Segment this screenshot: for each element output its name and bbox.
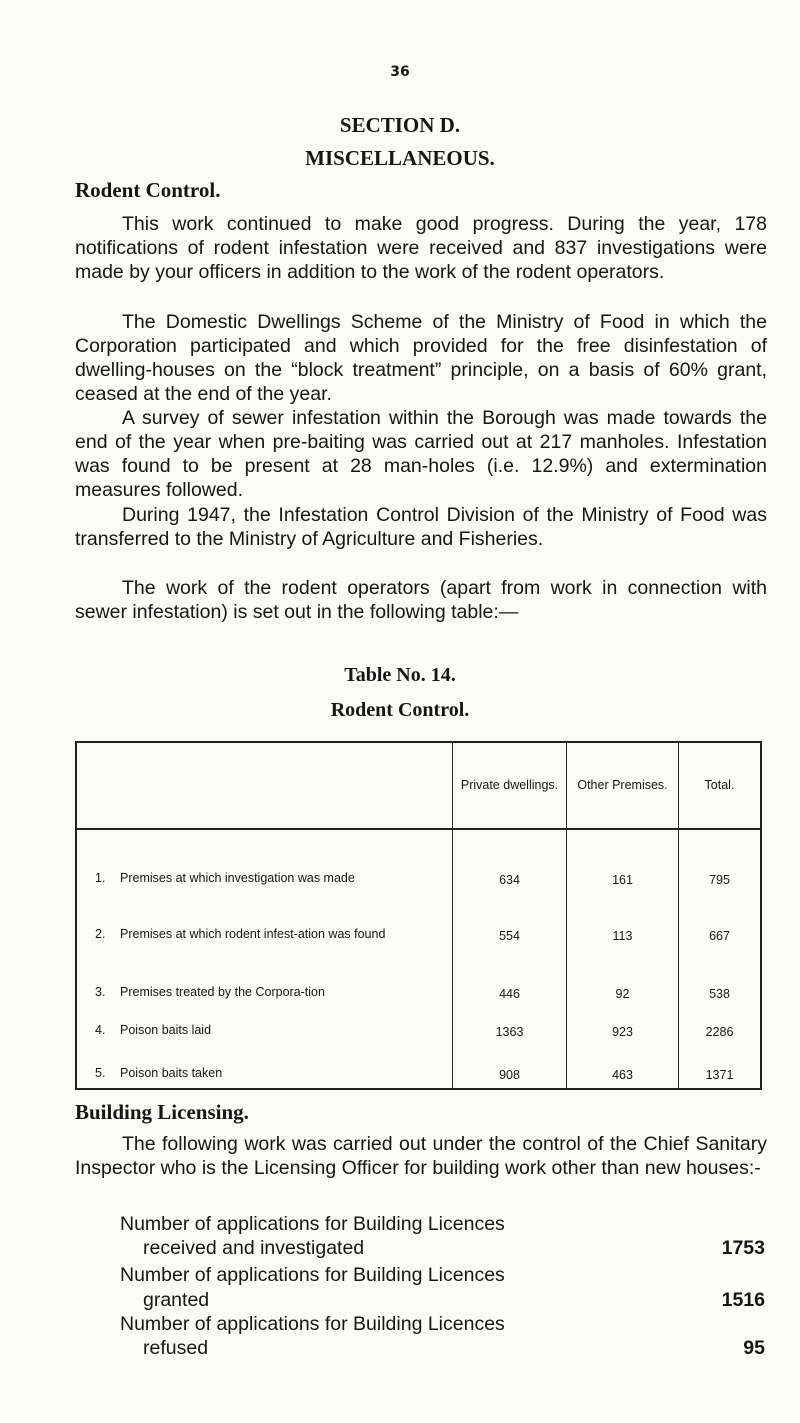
licence-item-2-line2: granted — [143, 1289, 210, 1311]
table-row — [76, 1045, 761, 1089]
header-private-dwellings: Private dwellings. — [453, 742, 567, 829]
cell-total: 538 — [679, 949, 762, 1007]
licence-item-1-value: 1753 — [721, 1237, 765, 1259]
building-licensing-intro: The following work was carried out under the control of the Chief Sanitary Inspector who is the Licensing Officer for building work other than new houses:- — [75, 1133, 767, 1179]
licence-item-3-value: 95 — [743, 1337, 765, 1359]
licence-item-2-value: 1516 — [721, 1289, 765, 1311]
row-label-text: Premises at which investigation was made — [120, 871, 355, 885]
rodent-paragraph-1: This work continued to make good progress. During the year, 178 notifications of rodent infestation were received and 837 investigations were made by your officers in addition to the work of the rodent operators. — [75, 213, 767, 283]
rodent-control-table — [75, 741, 762, 1090]
cell-total: 795 — [679, 829, 762, 893]
rodent-paragraph-5: The work of the rodent operators (apart from work in connection with sewer infestation) is set out in the following table:— — [75, 577, 767, 623]
table-header-row — [76, 742, 761, 829]
page-number: 36 — [390, 64, 410, 80]
licence-item-3-line2: refused — [143, 1337, 209, 1359]
cell-total: 1371 — [679, 1045, 762, 1089]
row-number: 4. — [95, 1023, 106, 1037]
cell-total: 2286 — [679, 1007, 762, 1045]
row-label-text: Poison baits taken — [120, 1066, 223, 1080]
cell-other: 463 — [567, 1045, 679, 1089]
cell-private: 1363 — [453, 1007, 567, 1045]
cell-private: 634 — [453, 829, 567, 893]
building-licensing-heading: Building Licensing. — [75, 1100, 249, 1124]
header-total: Total. — [679, 742, 762, 829]
cell-private: 908 — [453, 1045, 567, 1089]
cell-other: 923 — [567, 1007, 679, 1045]
cell-private: 554 — [453, 893, 567, 949]
licence-item-2-line1: Number of applications for Building Licences — [120, 1264, 505, 1286]
section-subtitle: MISCELLANEOUS. — [305, 146, 495, 170]
cell-other: 113 — [567, 893, 679, 949]
row-label — [76, 829, 453, 893]
rodent-control-heading: Rodent Control. — [75, 178, 221, 202]
section-title: SECTION D. — [339, 113, 461, 137]
row-label — [76, 1007, 453, 1045]
rodent-paragraph-3: A survey of sewer infestation within the Borough was made towards the end of the year when pre-baiting was carried out at 217 manholes. Infestation was found to be present at 28 man-holes (i.e. 12.9%) and extermination measures followed. — [75, 407, 767, 501]
rodent-paragraph-2: The Domestic Dwellings Scheme of the Ministry of Food in which the Corporation participated and which provided for the free disinfestation of dwelling-houses on the “block treatment” principle, on a basis of 60% grant, ceased at the end of the year. — [75, 311, 767, 405]
cell-other: 92 — [567, 949, 679, 1007]
row-label-text: Poison baits laid — [120, 1023, 212, 1037]
row-label-text: Premises treated by the Corpora-tion — [120, 985, 325, 999]
cell-private: 446 — [453, 949, 567, 1007]
row-label-text: Premises at which rodent infest-ation was found — [120, 927, 386, 941]
table-title: Table No. 14. — [344, 664, 456, 686]
row-number: 5. — [95, 1066, 106, 1080]
table-row — [76, 1007, 761, 1045]
licence-item-1-line1: Number of applications for Building Licences — [120, 1213, 505, 1235]
header-other-premises: Other Premises. — [567, 742, 679, 829]
table-subtitle: Rodent Control. — [330, 699, 470, 721]
table-row — [76, 829, 761, 893]
row-number: 1. — [95, 871, 106, 885]
cell-total: 667 — [679, 893, 762, 949]
table-row — [76, 949, 761, 1007]
row-label — [76, 893, 453, 949]
row-label — [76, 949, 453, 1007]
header-blank — [76, 742, 453, 829]
row-number: 2. — [95, 927, 106, 941]
cell-other: 161 — [567, 829, 679, 893]
rodent-paragraph-4: During 1947, the Infestation Control Division of the Ministry of Food was transferred to the Ministry of Agriculture and Fisheries. — [75, 504, 767, 550]
licence-item-1-line2: received and investigated — [143, 1237, 365, 1259]
licence-item-3-line1: Number of applications for Building Licences — [120, 1313, 505, 1335]
row-number: 3. — [95, 985, 106, 999]
table-row — [76, 893, 761, 949]
row-label — [76, 1045, 453, 1089]
